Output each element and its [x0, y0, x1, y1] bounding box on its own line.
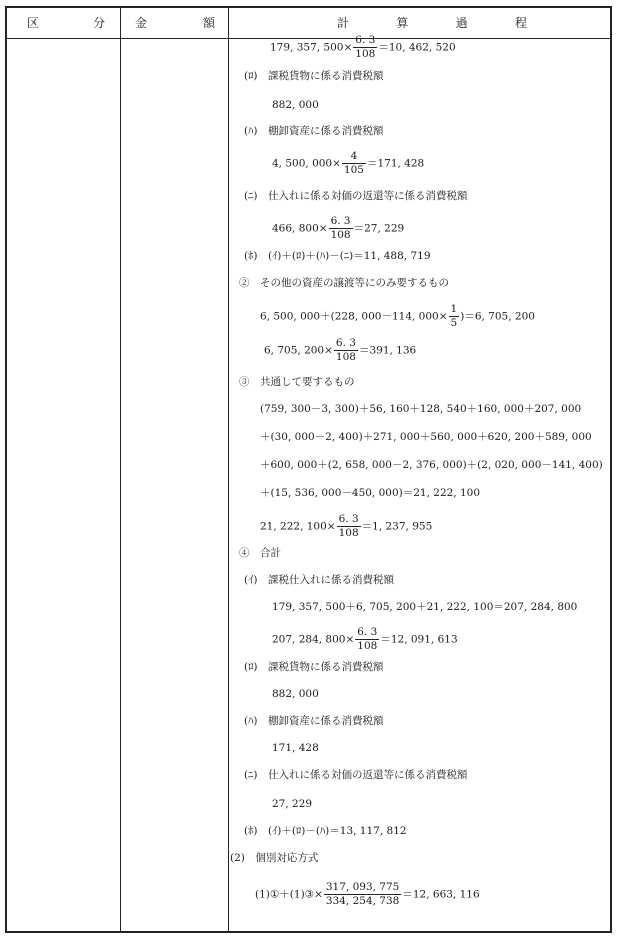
fraction-numerator: 317, 093, 775: [325, 881, 400, 893]
column-divider-2: [228, 8, 229, 931]
header-keisan-char-2: 算: [396, 16, 409, 30]
fraction: [353, 34, 377, 61]
fraction-denominator: 108: [330, 229, 351, 241]
fraction: [355, 626, 379, 653]
calc-line: 882, 000: [272, 99, 319, 111]
formula-result: ＝1, 237, 955: [361, 520, 433, 533]
formula-prefix: (1)①＋(1)③×: [255, 888, 323, 901]
fraction-numerator: 4: [342, 150, 366, 164]
fraction-denominator: 105: [343, 164, 364, 176]
formula-prefix: 466, 800×: [272, 222, 328, 235]
calc-line: [260, 513, 432, 540]
header-kubun-char-1: 区: [27, 16, 40, 30]
calc-line: [272, 626, 458, 653]
calc-line: (ｲ) 課税仕入れに係る消費税額: [244, 574, 394, 586]
header-keisan-char-3: 過: [455, 16, 468, 30]
header-kubun: [27, 8, 105, 38]
calc-line: [264, 337, 416, 364]
formula-result: ＝12, 091, 613: [380, 633, 458, 646]
calc-line: (ﾎ) (ｲ)＋(ﾛ)－(ﾊ)＝13, 117, 812: [244, 825, 407, 837]
header-kingaku-char-2: 額: [202, 16, 215, 30]
calc-line: 882, 000: [272, 688, 319, 700]
calc-line: ② その他の資産の譲渡等にのみ要するもの: [239, 277, 449, 289]
calc-line: (ﾊ) 棚卸資産に係る消費税額: [244, 715, 384, 727]
formula-result: ＝10, 462, 520: [378, 41, 456, 54]
calc-line: (759, 300－3, 300)＋56, 160＋128, 540＋160, 000＋207, 000: [260, 403, 582, 415]
formula-prefix: 21, 222, 100×: [260, 520, 336, 533]
calc-line: (ﾆ) 仕入れに係る対価の返還等に係る消費税額: [244, 190, 468, 202]
formula-prefix: 6, 705, 200×: [264, 344, 333, 357]
calc-line: (ﾛ) 課税貨物に係る消費税額: [244, 661, 384, 673]
fraction-denominator: 108: [355, 48, 376, 60]
fraction: [342, 150, 366, 177]
formula-result: )＝6, 705, 200: [460, 310, 535, 323]
fraction: [329, 215, 353, 242]
calculation-table: [5, 6, 612, 933]
fraction-numerator: 6. 3: [330, 215, 351, 227]
formula-result: ＝27, 229: [353, 222, 405, 235]
calc-line: (ﾎ) (ｲ)＋(ﾛ)＋(ﾊ)－(ﾆ)＝11, 488, 719: [244, 250, 431, 262]
calc-line: 179, 357, 500＋6, 705, 200＋21, 222, 100＝207, 284, 800: [272, 601, 578, 613]
fraction-denominator: 5: [450, 317, 458, 329]
fraction-numerator: 6. 3: [357, 626, 378, 638]
fraction-numerator: 1: [450, 303, 458, 315]
header-keisan-char-1: 計: [337, 16, 350, 30]
fraction: [449, 303, 460, 330]
formula-prefix: 207, 284, 800×: [272, 633, 355, 646]
calc-line: ④ 合計: [239, 547, 281, 559]
formula-prefix: 179, 357, 500×: [270, 41, 353, 54]
calc-line: 27, 229: [272, 798, 313, 810]
calc-line: (ﾛ) 課税貨物に係る消費税額: [244, 70, 384, 82]
calc-line: ＋(15, 536, 000－450, 000)＝21, 222, 100: [260, 487, 481, 499]
calc-line: [260, 303, 535, 330]
fraction-denominator: 334, 254, 738: [325, 895, 400, 907]
formula-result: ＝391, 136: [358, 344, 417, 357]
calc-line: [272, 150, 424, 177]
calc-line: [255, 881, 480, 908]
fraction-denominator: 108: [335, 351, 356, 363]
calc-line: ＋(30, 000－2, 400)＋271, 000＋560, 000＋620, 200＋589, 000: [260, 431, 592, 443]
calc-line: ＋600, 000＋(2, 658, 000－2, 376, 000)＋(2, 020, 000－141, 400): [260, 459, 603, 471]
fraction-denominator: 108: [357, 640, 378, 652]
header-kingaku: [135, 8, 215, 38]
formula-result: ＝171, 428: [366, 157, 425, 170]
fraction: [337, 513, 361, 540]
column-divider-1: [120, 8, 121, 931]
fraction-numerator: 6. 3: [355, 34, 376, 46]
header-keisan-char-4: 程: [514, 16, 527, 30]
calc-line: (ﾆ) 仕入れに係る対価の返還等に係る消費税額: [244, 769, 468, 781]
fraction-denominator: 108: [338, 527, 359, 539]
calc-line: (2) 個別対応方式: [230, 852, 319, 864]
calc-line: [272, 215, 404, 242]
calc-line: 171, 428: [272, 742, 319, 754]
formula-result: ＝12, 663, 116: [402, 888, 480, 901]
fraction-numerator: 6. 3: [335, 337, 356, 349]
calc-line: ③ 共通して要するもの: [239, 376, 355, 388]
calc-line: (ﾊ) 棚卸資産に係る消費税額: [244, 125, 384, 137]
formula-prefix: 6, 500, 000＋(228, 000－114, 000×: [260, 310, 448, 323]
calc-line: [270, 34, 456, 61]
formula-prefix: 4, 500, 000×: [272, 157, 341, 170]
header-kubun-char-2: 分: [92, 16, 105, 30]
header-kingaku-char-1: 金: [135, 16, 148, 30]
fraction: [324, 881, 401, 908]
fraction-numerator: 6. 3: [338, 513, 359, 525]
fraction: [334, 337, 358, 364]
